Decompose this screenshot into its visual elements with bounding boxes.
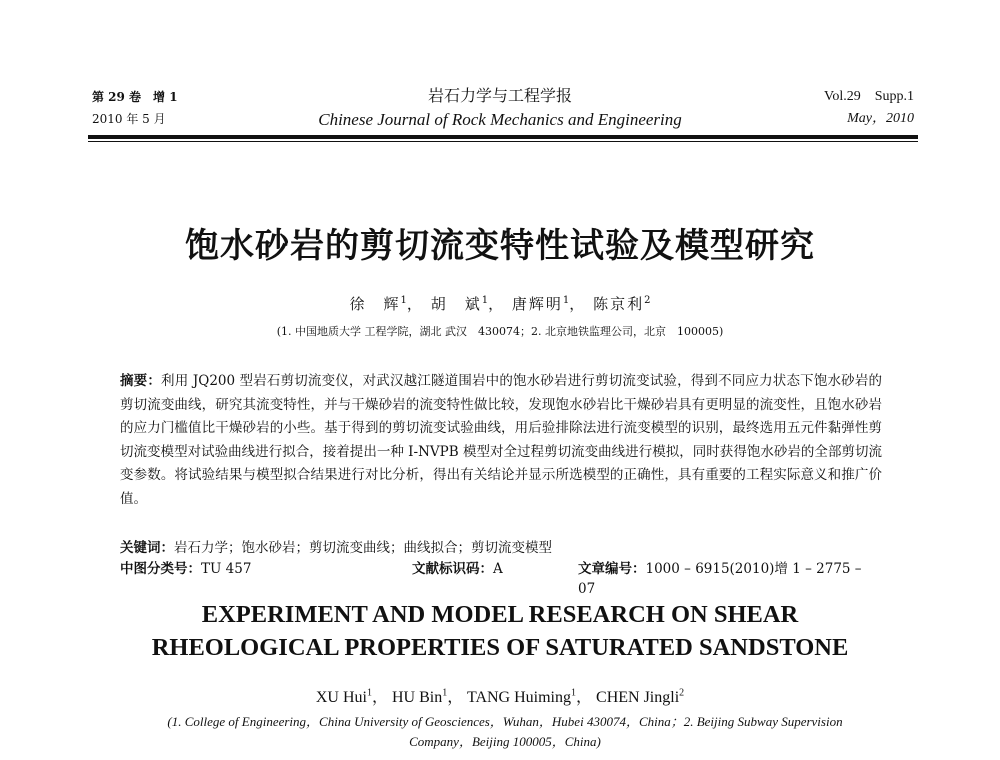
author-affil-marker: 1	[366, 687, 372, 699]
author-affil-marker: 1	[562, 295, 570, 306]
affiliation-cn: (1. 中国地质大学 工程学院，湖北 武汉 430074；2. 北京地铁监理公司，北京 100005)	[276, 325, 724, 338]
author-list-en	[0, 684, 1000, 707]
document-code	[412, 559, 503, 579]
paper-title-en-line1: EXPERIMENT AND MODEL RESEARCH ON SHEAR	[201, 601, 799, 628]
author-name: 胡 斌	[430, 295, 482, 313]
paper-title-en-line2: RHEOLOGICAL PROPERTIES OF SATURATED SANDSTONE	[151, 634, 849, 661]
paper-title-cn: 饱水砂岩的剪切流变特性试验及模型研究	[185, 226, 815, 266]
author-name: 徐 辉	[349, 295, 401, 313]
journal-name-en: Chinese Journal of Rock Mechanics and Engineering	[318, 110, 682, 129]
affiliation-en	[90, 712, 920, 752]
author-separator: ，	[576, 689, 593, 706]
journal-volume-info-en	[824, 86, 914, 130]
author-affil-marker: 2	[644, 295, 651, 306]
author-separator: ，	[569, 295, 587, 313]
publication-date-cn: 2010 年 5 月	[92, 112, 166, 126]
author-name: 陈京利	[593, 295, 645, 313]
journal-name-cn: 岩石力学与工程学报	[427, 86, 572, 105]
author-separator: ，	[371, 689, 388, 706]
clc-value: TU 457	[201, 561, 252, 577]
author-name-en: CHEN Jingli	[596, 689, 680, 706]
author-name-en: XU Hui	[315, 689, 367, 706]
doc-code-value: A	[493, 561, 503, 577]
header-rule-thick	[88, 135, 918, 139]
volume-supp-en: Vol.29 Supp.1	[824, 89, 914, 104]
author-affil-marker: 1	[400, 295, 407, 306]
article-number	[578, 559, 882, 599]
author-affil-marker: 1	[571, 687, 576, 699]
paper-title-en	[0, 598, 1000, 664]
header-rule-thin	[88, 141, 918, 142]
author-name: 唐辉明	[511, 295, 563, 313]
author-affil-marker: 1	[442, 687, 448, 699]
abstract-label: 摘要：	[120, 373, 162, 389]
clc-label: 中图分类号：	[120, 561, 201, 577]
keywords-cn	[120, 538, 882, 558]
author-list-cn	[0, 293, 1000, 314]
author-separator: ，	[488, 295, 506, 313]
affiliation-en-line2: Company，Beijing 100005，China)	[409, 734, 601, 749]
author-name-en: TANG Huiming	[466, 689, 571, 706]
volume-issue: 第 29 卷 增 1	[92, 90, 178, 104]
keywords-text: 岩石力学；饱水砂岩；剪切流变曲线；曲线拟合；剪切流变模型	[174, 540, 552, 556]
affiliation-en-line1: (1. College of Engineering，China University of Geosciences，Wuhan，Hubei 430074，China；2. Beijing Subway Supervision	[167, 714, 843, 729]
author-name-en: HU Bin	[391, 689, 443, 706]
abstract-cn	[120, 370, 882, 511]
clc-number	[120, 559, 251, 579]
article-number-label: 文章编号：	[578, 561, 646, 577]
author-affil-marker: 1	[481, 295, 489, 306]
abstract-text: 利用 JQ200 型岩石剪切流变仪，对武汉越江隧道围岩中的饱水砂岩进行剪切流变试验，得到不同应力状态下饱水砂岩的剪切流变曲线，研究其流变特性，并与干燥砂岩的流变特性做比较，发现饱水砂岩比干燥砂岩具有更明显的流变性，且饱水砂岩的应力门槛值比干燥砂岩的小些。基于得到的剪切流变试验曲线，用后验排除法进行流变模型的识别，最终选用五元件黏弹性剪切流变模型对试验曲线进行拟合，接着提出一种 I-NVPB 模型对全过程剪切流变曲线进行模拟，同时获得饱水砂岩的全部剪切流变参数。将试验结果与模型拟合结果进行对比分析，得出有关结论并显示所选模型的正确性，具有重要的工程实际意义和推广价值。	[120, 373, 883, 507]
publication-date-en: May，2010	[847, 111, 914, 126]
author-separator: ，	[447, 689, 464, 706]
author-affil-marker: 2	[679, 687, 685, 699]
doc-code-label: 文献标识码：	[412, 561, 493, 577]
author-separator: ，	[406, 295, 424, 313]
article-number-value: 1000 – 6915(2010)增 1 – 2775 – 07	[578, 561, 862, 597]
keywords-label: 关键词：	[120, 540, 174, 556]
